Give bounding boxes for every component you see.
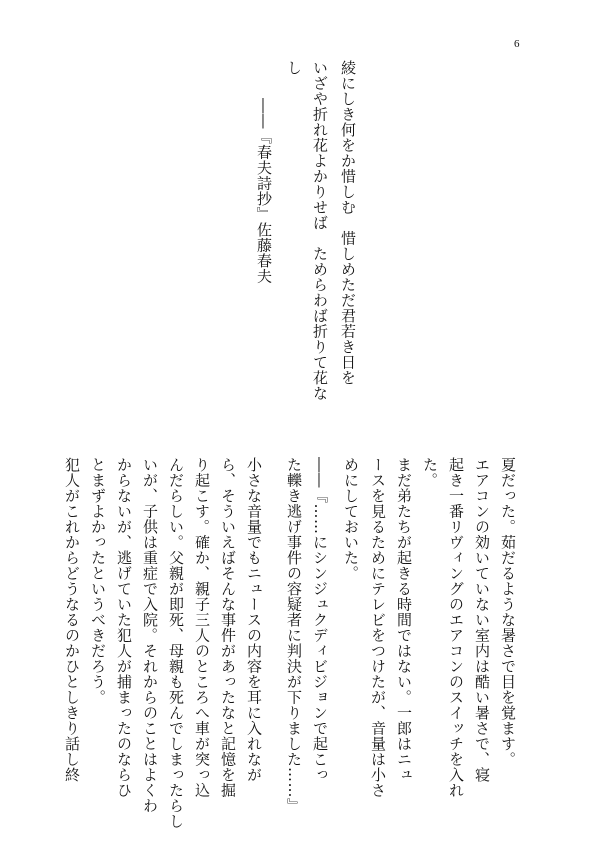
body-line-2: エアコンの効いていない室内は酷い暑さで、寝 (473, 457, 491, 783)
epigraph-line-2: いざや折れ花よかりせば ためらわば折りて花な (311, 60, 329, 401)
body-line-14: いが、子供は重症で入院。それからのことはよくわ (141, 457, 159, 814)
body-line-5: まだ弟たちが起きる時間ではない。一郎はニュ (395, 457, 413, 783)
body-line-15: からないが、逃げていた犯人が捕まったのならひ (115, 457, 133, 798)
body-line-10: 小さな音量でもニュースの内容を耳に入れなが (245, 457, 263, 783)
epigraph-line-3: し (285, 60, 303, 76)
body-line-7: めにしておいた。 (342, 457, 360, 581)
body-line-3: 起き一番リヴィングのエアコンのスイッチを入れ (447, 457, 465, 798)
page-number: 6 (514, 38, 520, 50)
body-line-12: り起こす。確か、親子三人のところへ車が突っ込 (193, 457, 211, 798)
epigraph-line-1: 綾にしき何をか惜しむ 惜しめただ君若き日を (339, 60, 357, 386)
body-line-8: ――『……にシンジュクディビジョンで起こっ (311, 457, 329, 783)
body-line-17: 犯人がこれからどうなるのかひとしきり話し終 (63, 457, 81, 783)
body-line-11: ら、そういえばそんな事件があったなと記憶を掘 (219, 457, 237, 798)
epigraph-source: ――『春夫詩抄』佐藤春夫 (255, 98, 273, 284)
body-line-6: ースを見るためにテレビをつけたが、音量は小さ (369, 457, 387, 798)
body-line-16: とまずよかったというべきだろう。 (89, 457, 107, 705)
body-line-1: 夏だった。茹だるような暑さで目を覚ます。 (499, 457, 517, 767)
body-line-4: た。 (421, 457, 439, 488)
body-line-9: た轢き逃げ事件の容疑者に判決が下りました……』 (285, 457, 303, 814)
body-line-13: んだらしい。父親が即死、母親も死んでしまったらし (167, 457, 185, 829)
